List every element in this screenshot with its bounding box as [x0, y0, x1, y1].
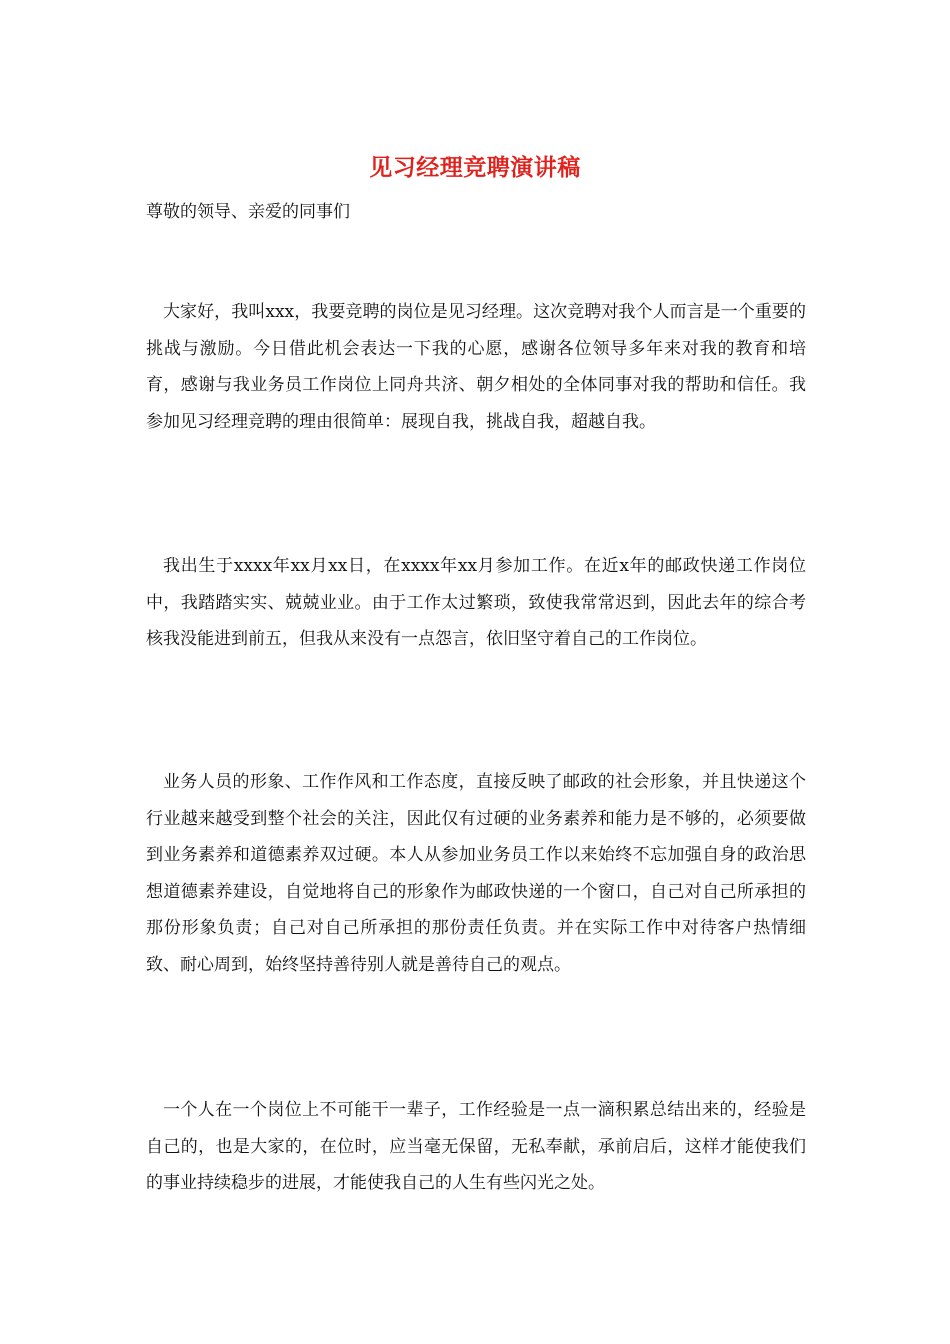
paragraph-4: 一个人在一个岗位上不可能干一辈子，工作经验是一点一滴积累总结出来的，经验是自己的，也是大家的，在位时，应当毫无保留，无私奉献，承前启后，这样才能使我们的事业持续稳步的进展，才能使我自己的人生有些闪光之处。 — [146, 1100, 806, 1193]
paragraph-3: 业务人员的形象、工作作风和工作态度，直接反映了邮政的社会形象，并且快递这个行业越来越受到整个社会的关注，因此仅有过硬的业务素养和能力是不够的，必须要做到业务素养和道德素养双过硬。本人从参加业务员工作以来始终不忘加强自身的政治思想道德素养建设，自觉地将自己的形象作为邮政快递的一个窗口，自己对自己所承担的那份形象负责；自己对自己所承担的那份责任负责。并在实际工作中对待客户热情细致、耐心周到，始终坚持善待别人就是善待自己的观点。 — [146, 772, 806, 975]
salutation: 尊敬的领导、亲爱的同事们 — [146, 202, 350, 222]
paragraph-1: 大家好，我叫xxx，我要竞聘的岗位是见习经理。这次竞聘对我个人而言是一个重要的挑战与激励。今日借此机会表达一下我的心愿，感谢各位领导多年来对我的教育和培育，感谢与我业务员工作岗位上同舟共济、朝夕相处的全体同事对我的帮助和信任。我参加见习经理竞聘的理由很简单：展现自我，挑战自我，超越自我。 — [146, 302, 806, 432]
paragraph-2: 我出生于xxxx年xx月xx日，在xxxx年xx月参加工作。在近x年的邮政快递工作岗位中，我踏踏实实、兢兢业业。由于工作太过繁琐，致使我常常迟到，因此去年的综合考核我没能进到前五，但我从来没有一点怨言，依旧坚守着自己的工作岗位。 — [146, 556, 806, 649]
document-title: 见习经理竞聘演讲稿 — [369, 154, 581, 181]
